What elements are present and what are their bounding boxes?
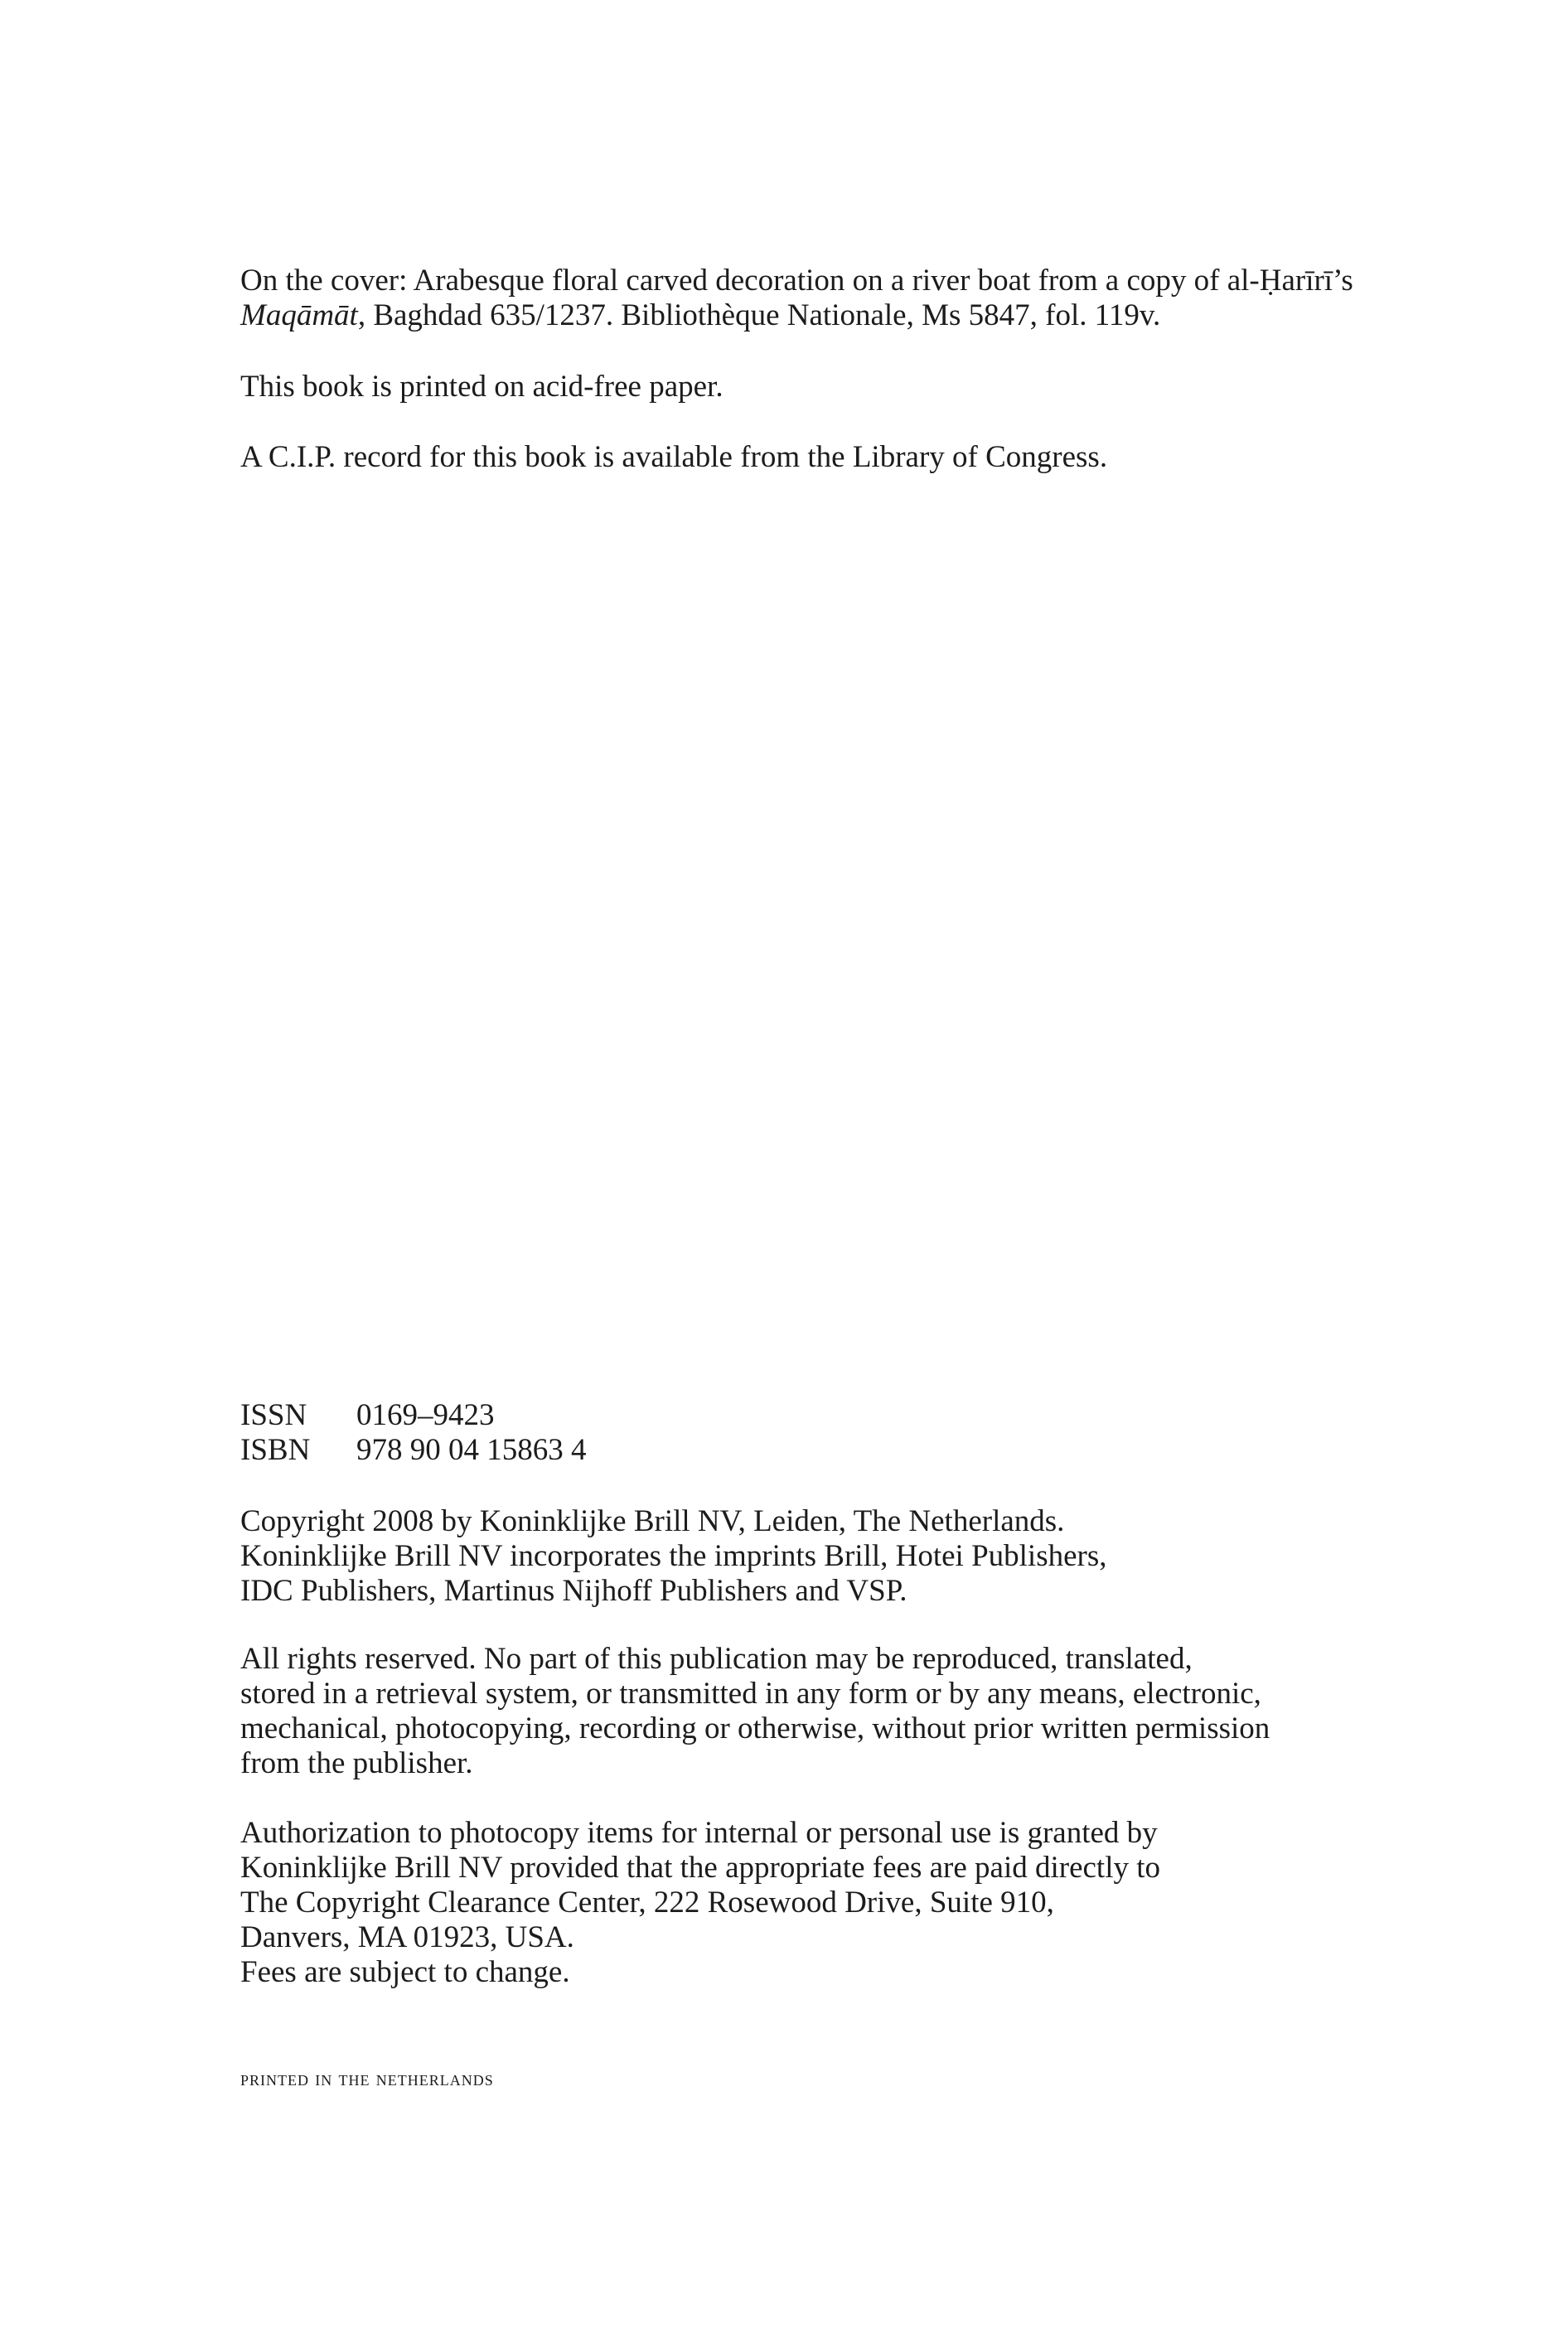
authorization-line: Koninklijke Brill NV provided that the appropriate fees are paid directly to: [240, 1851, 1161, 1885]
rights-line: All rights reserved. No part of this publication may be reproduced, translated,: [240, 1642, 1193, 1676]
paper-note: [240, 370, 1343, 404]
manuscript-title: Maqāmāt: [240, 298, 358, 332]
authorization-line: Fees are subject to change.: [240, 1955, 570, 1989]
isbn-label: ISBN: [240, 1433, 311, 1467]
identifiers: [240, 1398, 1343, 1468]
printed-in-text: printed in the netherlands: [240, 2068, 494, 2090]
copyright-statement: [240, 1504, 1343, 1609]
authorization-statement: [240, 1816, 1343, 1990]
cip-note: [240, 440, 1343, 475]
rights-line: stored in a retrieval system, or transmitted in any form or by any means, electronic,: [240, 1677, 1261, 1711]
isbn-row: [240, 1433, 1343, 1468]
cip-note-text: A C.I.P. record for this book is available from the Library of Congress.: [240, 440, 1108, 474]
cover-credit-line-1: On the cover: Arabesque floral carved decoration on a river boat from a copy of al-Ḥarīrī’s: [240, 264, 1353, 298]
issn-label: ISSN: [240, 1398, 307, 1432]
authorization-line: Danvers, MA 01923, USA.: [240, 1920, 574, 1954]
paper-note-text: This book is printed on acid-free paper.: [240, 370, 724, 404]
isbn-value: 978 90 04 15863 4: [356, 1433, 587, 1467]
manuscript-details: , Baghdad 635/1237. Bibliothèque Nationale, Ms 5847, fol. 119v.: [357, 298, 1161, 332]
rights-line: mechanical, photocopying, recording or otherwise, without prior written permission: [240, 1711, 1270, 1745]
copyright-line: IDC Publishers, Martinus Nijhoff Publishers and VSP.: [240, 1574, 907, 1608]
cover-credit-line-2: [240, 298, 1343, 333]
printed-in-note: [240, 2062, 1343, 2097]
copyright-line: Koninklijke Brill NV incorporates the imprints Brill, Hotei Publishers,: [240, 1539, 1107, 1573]
cover-credit: [240, 264, 1353, 333]
issn-row: [240, 1398, 1343, 1433]
copyright-line: Copyright 2008 by Koninklijke Brill NV, Leiden, The Netherlands.: [240, 1504, 1065, 1538]
rights-statement: [240, 1642, 1343, 1781]
authorization-line: The Copyright Clearance Center, 222 Rosewood Drive, Suite 910,: [240, 1886, 1054, 1920]
authorization-line: Authorization to photocopy items for internal or personal use is granted by: [240, 1816, 1158, 1850]
issn-value: 0169–9423: [356, 1398, 495, 1432]
rights-line: from the publisher.: [240, 1746, 473, 1780]
